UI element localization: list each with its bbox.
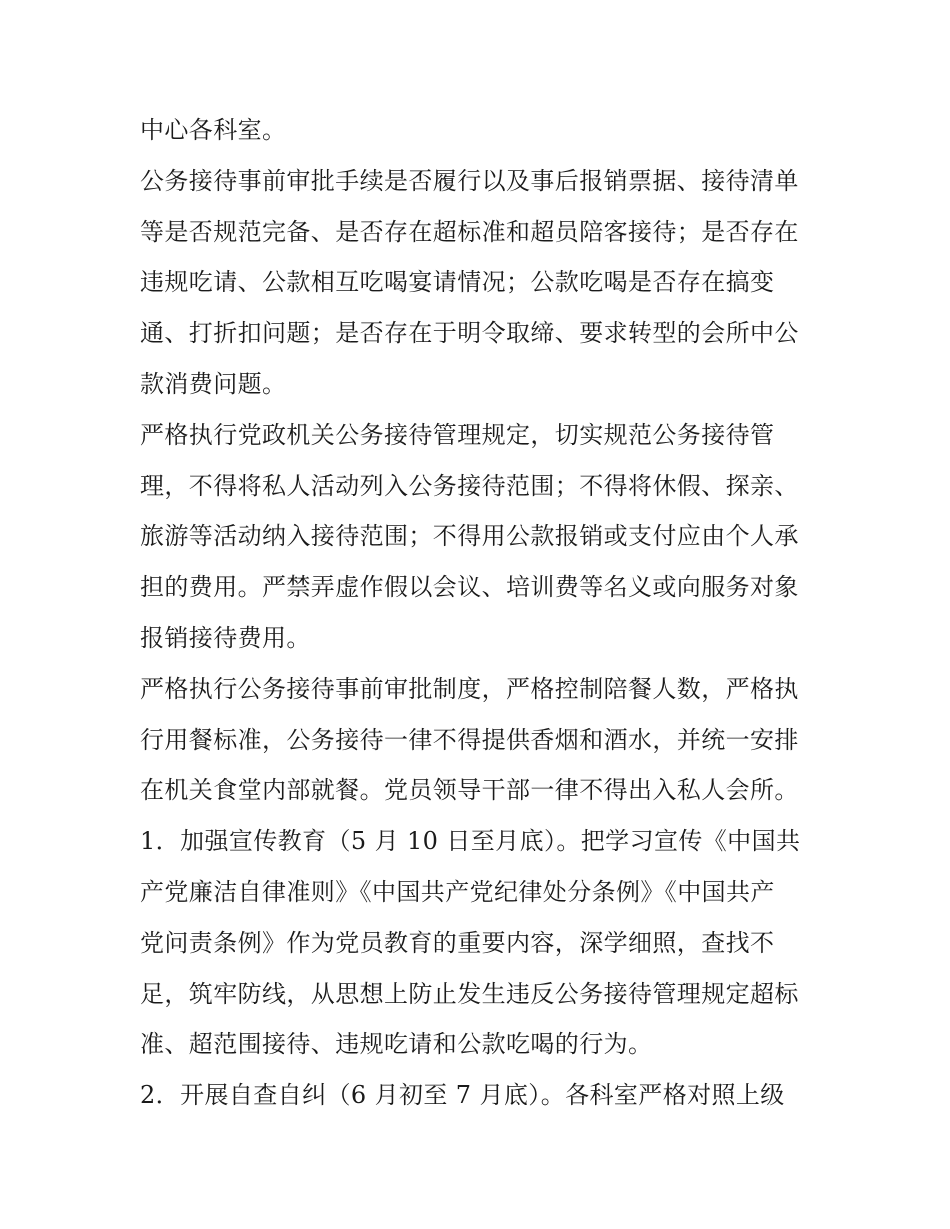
text-line: 理，不得将私人活动列入公务接待范围；不得将休假、探亲、 (140, 471, 799, 500)
text-line: 公务接待事前审批手续是否履行以及事后报销票据、接待清单 (140, 166, 799, 195)
text-line: 担的费用。严禁弄虚作假以会议、培训费等名义或向服务对象 (140, 573, 799, 602)
text-line: 足，筑牢防线，从思想上防止发生违反公务接待管理规定超标 (140, 979, 799, 1008)
text-line: 准、超范围接待、违规吃请和公款吃喝的行为。 (140, 1030, 653, 1059)
text-line: 严格执行公务接待事前审批制度，严格控制陪餐人数，严格执 (140, 674, 799, 703)
text-line: 等是否规范完备、是否存在超标准和超员陪客接待；是否存在 (140, 217, 799, 246)
text-line: 产党廉洁自律准则》《中国共产党纪律处分条例》《中国共产 (140, 877, 775, 906)
text-line: 报销接待费用。 (140, 623, 311, 652)
document-body (140, 105, 812, 1121)
text-line: 中心各科室。 (140, 116, 287, 144)
text-line: 在机关食堂内部就餐。党员领导干部一律不得出入私人会所。 (140, 776, 799, 805)
text-line: 党问责条例》作为党员教育的重要内容，深学细照，查找不 (140, 928, 775, 957)
text-line: 严格执行党政机关公务接待管理规定，切实规范公务接待管 (140, 420, 775, 449)
text-line: 通、打折扣问题；是否存在于明令取缔、要求转型的会所中公 (140, 319, 799, 348)
text-line: 违规吃请、公款相互吃喝宴请情况；公款吃喝是否存在搞变 (140, 268, 775, 297)
text-line: 款消费问题。 (140, 369, 287, 398)
text-line: 行用餐标准，公务接待一律不得提供香烟和酒水，并统一安排 (140, 725, 799, 754)
text-line: 2．开展自查自纠（6 月初至 7 月底）。各科室严格对照上级 (140, 1081, 785, 1110)
text-line: 1．加强宣传教育（5 月 10 日至月底）。把学习宣传《中国共 (140, 827, 801, 856)
text-line: 旅游等活动纳入接待范围；不得用公款报销或支付应由个人承 (140, 522, 799, 551)
